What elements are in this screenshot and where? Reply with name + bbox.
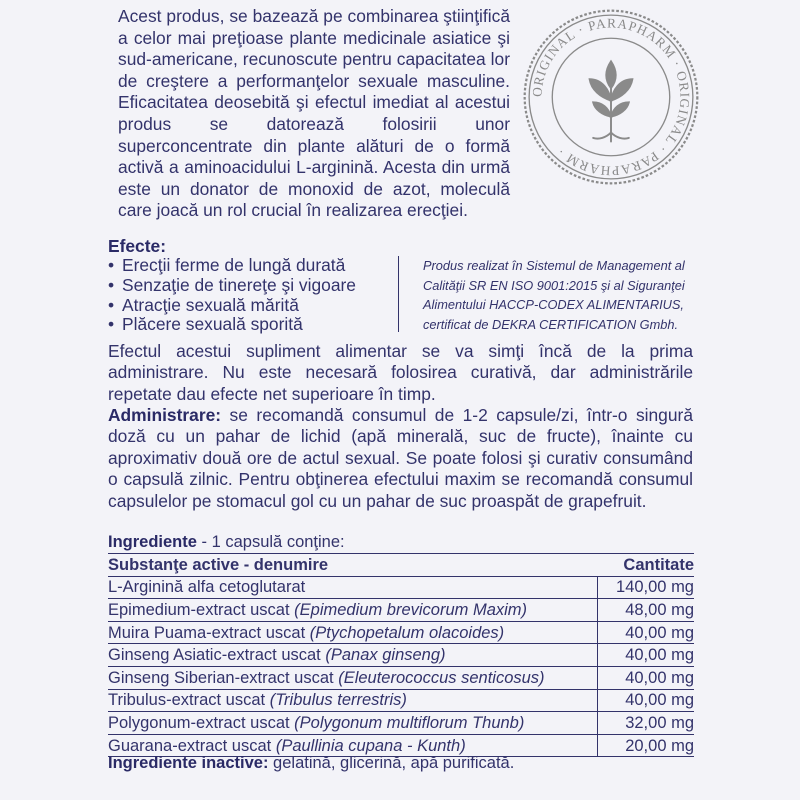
effects-section [108, 236, 408, 335]
administration-heading: Administrare: [108, 405, 222, 425]
ingredient-quantity: 40,00 mg [598, 621, 695, 644]
ingredients-table [108, 553, 694, 757]
ingredient-name: Guarana-extract uscat (Paullinia cupana - Kunth) [108, 734, 598, 757]
intro-paragraph: Acest produs, se bazează pe combinarea ştiinţifică a celor mai preţioase plante medicinale asiatice şi sud-americane, recunoscute pentru capacitatea lor de creştere a performanţelor sexuale masculine. Eficacitatea deosebită şi efectul imediat al acestui produs se datorează folosirii unor superconcentrate din plante alături de o formă activă a aminoacidului L-arginină. Acesta din urmă este un donator de monoxid de azot, moleculă care joacă un rol crucial în realizarea erecţiei. [118, 6, 510, 221]
ingredients-subheading: - 1 capsulă conţine: [196, 533, 345, 551]
ingredient-name: Tribulus-extract uscat (Tribulus terrestris) [108, 689, 598, 712]
ingredient-name: Muira Puama-extract uscat (Ptychopetalum olacoides) [108, 621, 598, 644]
effects-heading: Efecte: [108, 236, 166, 256]
ingredient-name: L-Arginină alfa cetoglutarat [108, 576, 598, 599]
ingredients-heading: Ingrediente [108, 533, 197, 551]
table-header-row [108, 554, 694, 577]
table-row [108, 666, 694, 689]
ingredient-quantity: 140,00 mg [598, 576, 695, 599]
column-header-name: Substanţe active - denumire [108, 554, 598, 577]
table-row [108, 689, 694, 712]
ingredient-name: Polygonum-extract uscat (Polygonum multiflorum Thunb) [108, 712, 598, 735]
parapharm-seal [522, 8, 700, 186]
ingredient-quantity: 40,00 mg [598, 689, 695, 712]
administration-text: se recomandă consumul de 1-2 capsule/zi, într-o singură doză cu un pahar de lichid (apă minerală, suc de fructe), înainte cu aproximativ două ore de actul sexual. Se poate folosi şi curativ consumând o capsulă zilnic. Pentru obţinerea efectului maxim se recomandă consumul capsulelor pe stomacul gol cu un pahar de suc proaspăt de grapefruit. [108, 405, 693, 511]
ingredient-name: Ginseng Asiatic-extract uscat (Panax ginseng) [108, 644, 598, 667]
column-header-quantity: Cantitate [598, 554, 695, 577]
seal-text: ORIGINAL · PARAPHARM · ORIGINAL · PARAPHARM · [529, 15, 693, 179]
ingredient-quantity: 48,00 mg [598, 599, 695, 622]
effects-list [108, 256, 408, 335]
inactive-text: gelatină, glicerină, apă purificată. [268, 754, 515, 772]
administration-paragraph [108, 405, 693, 512]
effect-paragraph: Efectul acestui supliment alimentar se va simţi încă de la prima administrare. Nu este necesară folosirea curativă, dar administrările repetate dau efecte net superioare în timp. [108, 341, 693, 404]
ingredient-name: Epimedium-extract uscat (Epimedium brevicorum Maxim) [108, 599, 598, 622]
table-row [108, 712, 694, 735]
ingredient-quantity: 40,00 mg [598, 666, 695, 689]
list-item: • Plăcere sexuală sporită [108, 314, 303, 335]
ingredient-name: Ginseng Siberian-extract uscat (Eleuterococcus senticosus) [108, 666, 598, 689]
inactive-ingredients [108, 752, 514, 774]
list-item: • Erecţii ferme de lungă durată [108, 255, 346, 275]
inactive-heading: Ingrediente inactive: [108, 754, 269, 772]
list-item: • Atracţie sexuală mărită [108, 294, 299, 315]
ingredient-quantity: 40,00 mg [598, 644, 695, 667]
plant-icon [590, 61, 633, 141]
list-item: • Senzaţie de tinereţe şi vigoare [108, 274, 356, 295]
ingredient-quantity: 20,00 mg [598, 734, 695, 757]
ingredient-quantity: 32,00 mg [598, 712, 695, 735]
ingredients-label [108, 532, 345, 552]
table-row [108, 576, 694, 599]
certification-note: Produs realizat în Sistemul de Management al Calităţii SR EN ISO 9001:2015 şi al Siguranţei Alimentului HACCP-CODEX ALIMENTARIUS, certificat de DEKRA CERTIFICATION Gmbh. [398, 256, 698, 332]
table-row [108, 621, 694, 644]
table-row [108, 644, 694, 667]
table-row [108, 599, 694, 622]
